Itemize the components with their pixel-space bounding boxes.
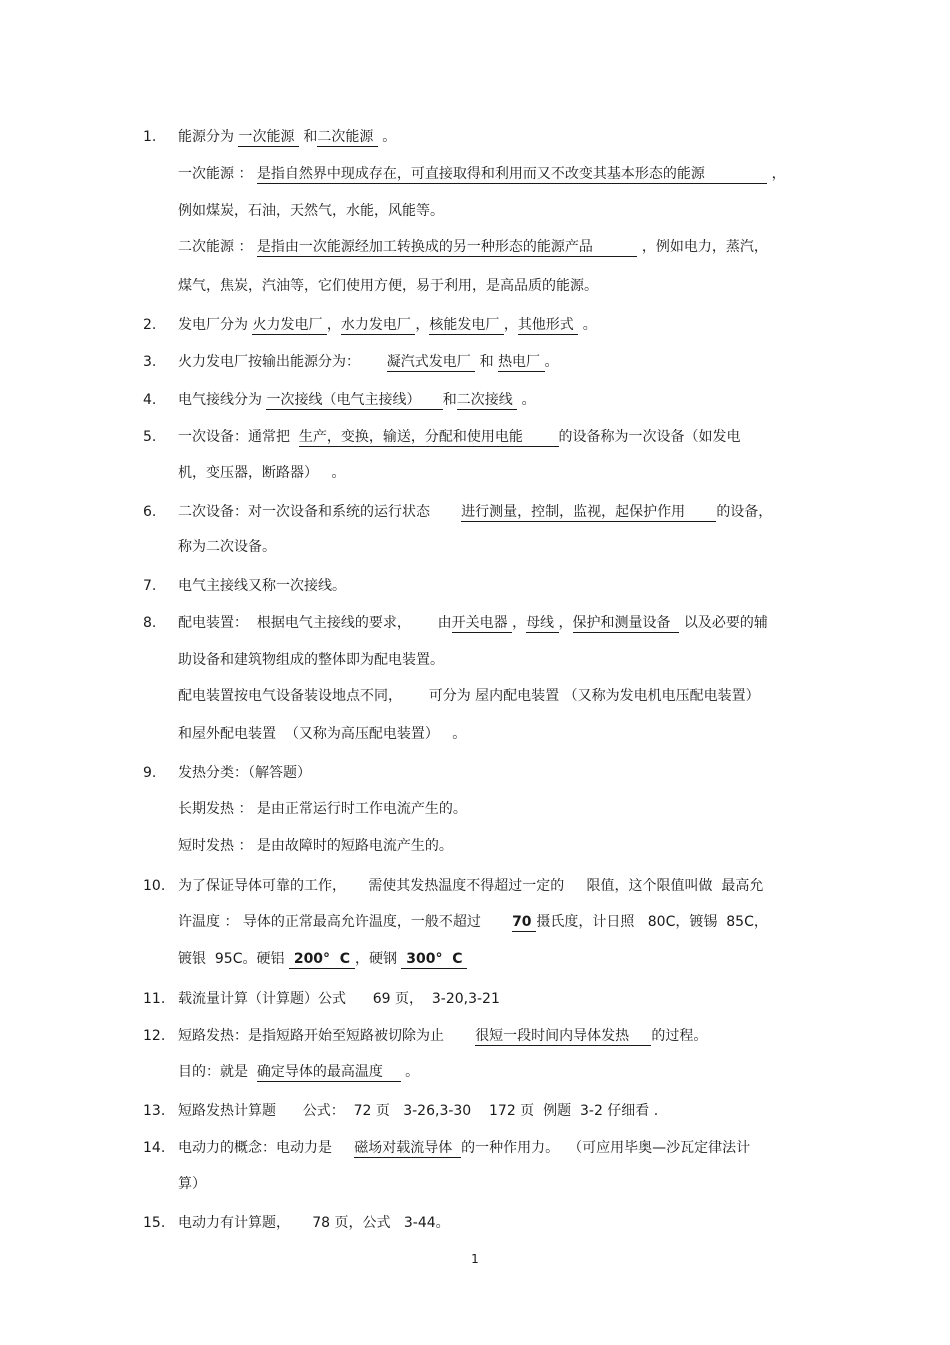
underlined-answer: 其他形式 xyxy=(517,317,579,333)
item-number: 2. xyxy=(143,317,157,333)
item-number: 13. xyxy=(143,1103,166,1119)
text-segment: 电气主接线又称一次接线。 xyxy=(178,578,346,594)
text-segment: 载流量计算（计算题）公式 69 页， 3-20,3-21 xyxy=(178,991,500,1007)
item-number: 4. xyxy=(143,392,157,408)
underlined-answer: 母线 xyxy=(526,615,559,631)
text-line xyxy=(178,1213,450,1233)
text-segment: 例如煤炭，石油，天然气，水能，风能等。 xyxy=(178,203,444,219)
text-segment: 发电厂分为 xyxy=(178,317,253,333)
text-segment: 的过程。 xyxy=(651,1028,708,1044)
text-segment: ， xyxy=(503,317,518,333)
item-number: 9. xyxy=(143,765,157,781)
text-segment: ， xyxy=(512,615,527,631)
bold-underlined-answer: 200° C xyxy=(288,951,355,967)
item-number: 6. xyxy=(143,504,157,520)
page-number: 1 xyxy=(471,1252,479,1266)
text-line xyxy=(178,352,559,372)
text-line xyxy=(178,724,466,744)
text-segment: 二次设备：对一次设备和系统的运行状态 xyxy=(178,504,462,520)
text-segment: 的一种作用力。 （可应用毕奥—沙瓦定律法计 xyxy=(461,1140,751,1156)
text-segment: 能源分为 xyxy=(178,129,239,145)
item-number: 1. xyxy=(143,129,157,145)
text-segment: 目的：就是 xyxy=(178,1064,257,1080)
text-segment: 短路发热：是指短路开始至短路被切除为止 xyxy=(178,1028,476,1044)
text-line xyxy=(178,1062,419,1082)
text-segment: 一次设备：通常把 xyxy=(178,429,299,445)
text-segment: 。 xyxy=(578,317,597,333)
underlined-answer: 一次接线（电气主接线） xyxy=(266,392,443,408)
text-line xyxy=(178,390,536,410)
text-segment: 电气接线分为 xyxy=(178,392,267,408)
text-line xyxy=(178,315,597,335)
text-segment: 配电装置按电气设备装设地点不同， 可分为 屋内配电装置 （又称为发电机电压配电装置） xyxy=(178,688,760,704)
underlined-answer: 核能发电厂 xyxy=(429,317,504,333)
underlined-answer: 凝汽式发电厂 xyxy=(386,354,476,370)
text-line xyxy=(178,1174,206,1194)
text-segment: 算） xyxy=(178,1176,206,1192)
text-segment: 的设备， xyxy=(716,504,773,520)
text-line xyxy=(178,237,768,257)
text-segment: 。 xyxy=(517,392,536,408)
text-line xyxy=(178,1101,658,1121)
underlined-answer: 开关电器 xyxy=(451,615,513,631)
text-segment: 一次能源 ： xyxy=(178,166,257,182)
underlined-answer: 火力发电厂 xyxy=(252,317,327,333)
text-segment: ，例如电力，蒸汽， xyxy=(637,239,768,255)
bold-underlined-answer: 70 xyxy=(512,914,537,930)
text-line xyxy=(178,276,598,296)
text-segment: 。 xyxy=(400,1064,420,1080)
text-segment: 许温度 ： 导体的正常最高允许温度，一般不超过 xyxy=(178,914,513,930)
text-line xyxy=(178,650,444,670)
text-segment: 镀银 95C。硬铝 xyxy=(178,951,289,967)
text-line xyxy=(178,912,768,932)
text-line xyxy=(178,164,786,184)
text-segment: 。 xyxy=(377,129,397,145)
item-number: 12. xyxy=(143,1028,166,1044)
text-line xyxy=(178,576,346,596)
bold-underlined-answer: 300° C xyxy=(401,951,468,967)
underlined-answer: 进行测量，控制，监视，起保护作用 xyxy=(461,504,717,520)
text-line xyxy=(178,686,760,706)
text-segment: 称为二次设备。 xyxy=(178,539,276,555)
text-segment: 短时发热 ： 是由故障时的短路电流产生的。 xyxy=(178,838,453,854)
text-segment: 短路发热计算题 公式： 72 页 3-26,3-30 172 页 例题 3-2 仔细看 . xyxy=(178,1103,659,1119)
underlined-answer: 是指由一次能源经加工转换成的另一种形态的能源产品 xyxy=(256,239,638,255)
underlined-answer: 一次能源 xyxy=(238,129,299,145)
text-segment: 摄氏度，计日照 80C，镀锡 85C， xyxy=(536,914,768,930)
text-line xyxy=(178,613,768,633)
underlined-answer: 水力发电厂 xyxy=(340,317,416,333)
text-segment: 二次能源 ： xyxy=(178,239,257,255)
text-segment: 和 xyxy=(442,392,457,408)
text-segment: ，硬钢 xyxy=(354,951,402,967)
item-number: 15. xyxy=(143,1215,166,1231)
text-segment: ， xyxy=(326,317,341,333)
underlined-answer: 很短一段时间内导体发热 xyxy=(475,1028,652,1044)
text-line xyxy=(178,799,467,819)
text-line xyxy=(178,463,345,483)
text-segment: 以及必要的辅 xyxy=(679,615,768,631)
item-number: 11. xyxy=(143,991,166,1007)
underlined-answer: 二次能源 xyxy=(317,129,378,145)
underlined-answer: 磁场对载流导体 xyxy=(354,1140,462,1156)
text-segment: 机，变压器，断路器） 。 xyxy=(178,465,346,481)
text-line xyxy=(178,537,276,557)
underlined-answer: 热电厂 xyxy=(498,354,545,370)
text-segment: 和 xyxy=(298,129,318,145)
text-segment: 和屋外配电装置 （又称为高压配电装置） 。 xyxy=(178,726,467,742)
text-segment: 火力发电厂按输出能源分为： xyxy=(178,354,387,370)
text-line xyxy=(178,1026,707,1046)
underlined-answer: 是指自然界中现成存在，可直接取得和利用而又不改变其基本形态的能源 xyxy=(256,166,768,182)
text-segment: 助设备和建筑物组成的整体即为配电装置。 xyxy=(178,652,444,668)
text-line xyxy=(178,763,311,783)
underlined-answer: 保护和测量设备 xyxy=(572,615,680,631)
text-line xyxy=(178,876,763,896)
item-number: 10. xyxy=(143,878,166,894)
text-segment: ， xyxy=(558,615,573,631)
text-segment: 配电装置： 根据电气主接线的要求， 由 xyxy=(178,615,452,631)
text-segment: ， xyxy=(767,166,786,182)
item-number: 7. xyxy=(143,578,157,594)
underlined-answer: 确定导体的最高温度 xyxy=(256,1064,401,1080)
text-line xyxy=(178,127,396,147)
item-number: 8. xyxy=(143,615,157,631)
item-number: 5. xyxy=(143,429,157,445)
text-segment: 。 xyxy=(544,354,559,370)
text-segment: 的设备称为一次设备（如发电 xyxy=(558,429,741,445)
text-line xyxy=(178,989,500,1009)
text-line xyxy=(178,949,467,969)
text-line xyxy=(178,201,444,221)
text-line xyxy=(178,427,741,447)
text-segment: 和 xyxy=(475,354,499,370)
text-line xyxy=(178,836,453,856)
text-segment: 发热分类：（解答题） xyxy=(178,765,311,781)
text-segment: 为了保证导体可靠的工作， 需使其发热温度不得超过一定的 限值，这个限值叫做 最高允 xyxy=(178,878,764,894)
text-segment: ， xyxy=(415,317,430,333)
item-number: 14. xyxy=(143,1140,166,1156)
text-segment: 电动力的概念：电动力是 xyxy=(178,1140,355,1156)
underlined-answer: 二次接线 xyxy=(456,392,518,408)
item-number: 3. xyxy=(143,354,157,370)
underlined-answer: 生产，变换，输送，分配和使用电能 xyxy=(298,429,559,445)
text-segment: 长期发热 ： 是由正常运行时工作电流产生的。 xyxy=(178,801,467,817)
text-line xyxy=(178,502,772,522)
text-segment: 煤气，焦炭，汽油等，它们使用方便，易于利用，是高品质的能源。 xyxy=(178,278,598,294)
text-segment: 电动力有计算题， 78 页，公式 3-44。 xyxy=(178,1215,450,1231)
text-line xyxy=(178,1138,750,1158)
